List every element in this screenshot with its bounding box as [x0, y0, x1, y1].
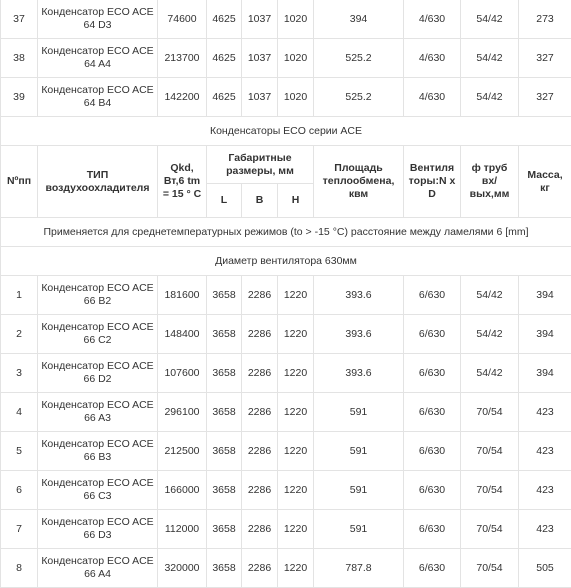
cell-num: 3 — [1, 354, 38, 393]
cell-h: 1220 — [278, 549, 314, 588]
cell-type: Конденсатор ECO ACE 66 C3 — [38, 471, 158, 510]
cell-l: 4625 — [207, 0, 242, 39]
cell-h: 1220 — [278, 315, 314, 354]
header-l: L — [207, 184, 242, 218]
cell-num: 7 — [1, 510, 38, 549]
cell-type: Конденсатор ECO ACE 66 B2 — [38, 276, 158, 315]
cell-b: 2286 — [242, 471, 278, 510]
cell-l: 4625 — [207, 39, 242, 78]
cell-h: 1020 — [278, 78, 314, 117]
table-bottom-rows — [1, 276, 571, 588]
cell-fans: 6/630 — [404, 471, 461, 510]
header-dims: Габаритные размеры, мм — [207, 146, 314, 184]
cell-pipes: 54/42 — [461, 276, 519, 315]
cell-pipes: 70/54 — [461, 510, 519, 549]
cell-num: 5 — [1, 432, 38, 471]
cell-area: 393.6 — [314, 354, 404, 393]
cell-mass: 423 — [519, 432, 571, 471]
usage-note-row — [1, 218, 571, 247]
cell-b: 2286 — [242, 354, 278, 393]
cell-h: 1220 — [278, 432, 314, 471]
cell-area: 591 — [314, 471, 404, 510]
table-row — [1, 0, 571, 39]
cell-fans: 6/630 — [404, 510, 461, 549]
cell-q: 74600 — [158, 0, 207, 39]
cell-l: 4625 — [207, 78, 242, 117]
cell-b: 2286 — [242, 315, 278, 354]
cell-q: 320000 — [158, 549, 207, 588]
cell-num: 37 — [1, 0, 38, 39]
cell-num: 39 — [1, 78, 38, 117]
cell-type: Конденсатор ECO ACE 66 D3 — [38, 510, 158, 549]
cell-fans: 6/630 — [404, 549, 461, 588]
cell-pipes: 70/54 — [461, 432, 519, 471]
cell-mass: 423 — [519, 510, 571, 549]
cell-b: 1037 — [242, 0, 278, 39]
header-type: ТИП воздухоохладителя — [38, 146, 158, 218]
cell-q: 296100 — [158, 393, 207, 432]
cell-l: 3658 — [207, 471, 242, 510]
cell-type: Конденсатор ECO ACE 66 A4 — [38, 549, 158, 588]
cell-q: 142200 — [158, 78, 207, 117]
cell-fans: 4/630 — [404, 0, 461, 39]
cell-type: Конденсатор ECO ACE 64 A4 — [38, 39, 158, 78]
cell-mass: 327 — [519, 39, 571, 78]
usage-note: Применяется для среднетемпературных режимов (to > -15 °C) расстояние между ламелями 6 [mm] — [1, 218, 571, 247]
table-row — [1, 354, 571, 393]
cell-q: 107600 — [158, 354, 207, 393]
cell-fans: 4/630 — [404, 78, 461, 117]
header-pipes: ф труб вх/ вых,мм — [461, 146, 519, 218]
cell-mass: 394 — [519, 276, 571, 315]
table-row — [1, 78, 571, 117]
cell-pipes: 70/54 — [461, 393, 519, 432]
cell-area: 525.2 — [314, 39, 404, 78]
header-area: Площадь теплообмена, квм — [314, 146, 404, 218]
cell-num: 6 — [1, 471, 38, 510]
cell-pipes: 54/42 — [461, 78, 519, 117]
cell-fans: 6/630 — [404, 315, 461, 354]
cell-b: 2286 — [242, 549, 278, 588]
cell-q: 212500 — [158, 432, 207, 471]
cell-l: 3658 — [207, 354, 242, 393]
cell-q: 166000 — [158, 471, 207, 510]
table-row — [1, 39, 571, 78]
cell-area: 393.6 — [314, 276, 404, 315]
header-fans: Вентиля торы:N x D — [404, 146, 461, 218]
cell-h: 1020 — [278, 39, 314, 78]
table-row — [1, 315, 571, 354]
cell-pipes: 54/42 — [461, 39, 519, 78]
cell-h: 1220 — [278, 354, 314, 393]
cell-mass: 327 — [519, 78, 571, 117]
table-top-rows — [1, 0, 571, 117]
cell-area: 394 — [314, 0, 404, 39]
fan-note-row — [1, 247, 571, 276]
header-mass: Масса, кг — [519, 146, 571, 218]
cell-mass: 423 — [519, 393, 571, 432]
cell-pipes: 54/42 — [461, 315, 519, 354]
cell-area: 591 — [314, 510, 404, 549]
cell-area: 525.2 — [314, 78, 404, 117]
cell-type: Конденсатор ECO ACE 66 D2 — [38, 354, 158, 393]
table-row — [1, 432, 571, 471]
cell-b: 2286 — [242, 393, 278, 432]
table-row — [1, 471, 571, 510]
cell-b: 1037 — [242, 78, 278, 117]
header-num: Nºпп — [1, 146, 38, 218]
cell-mass: 273 — [519, 0, 571, 39]
cell-h: 1220 — [278, 510, 314, 549]
cell-area: 591 — [314, 393, 404, 432]
cell-l: 3658 — [207, 276, 242, 315]
cell-l: 3658 — [207, 549, 242, 588]
cell-mass: 423 — [519, 471, 571, 510]
cell-b: 1037 — [242, 39, 278, 78]
header-row-main — [1, 146, 571, 184]
header-q: Qkd, Вт,6 tm = 15 ° C — [158, 146, 207, 218]
table-row — [1, 393, 571, 432]
cell-type: Конденсатор ECO ACE 66 A3 — [38, 393, 158, 432]
cell-b: 2286 — [242, 432, 278, 471]
cell-mass: 505 — [519, 549, 571, 588]
cell-l: 3658 — [207, 315, 242, 354]
cell-h: 1220 — [278, 393, 314, 432]
cell-mass: 394 — [519, 354, 571, 393]
section-title: Конденсаторы ECO серии ACE — [1, 117, 571, 146]
cell-type: Конденсатор ECO ACE 64 B4 — [38, 78, 158, 117]
table-row — [1, 276, 571, 315]
cell-h: 1020 — [278, 0, 314, 39]
cell-q: 148400 — [158, 315, 207, 354]
cell-num: 2 — [1, 315, 38, 354]
cell-pipes: 70/54 — [461, 471, 519, 510]
cell-pipes: 54/42 — [461, 0, 519, 39]
header-b: B — [242, 184, 278, 218]
table-header — [1, 117, 571, 276]
cell-num: 4 — [1, 393, 38, 432]
cell-pipes: 70/54 — [461, 549, 519, 588]
cell-q: 213700 — [158, 39, 207, 78]
cell-area: 591 — [314, 432, 404, 471]
cell-mass: 394 — [519, 315, 571, 354]
table-row — [1, 549, 571, 588]
cell-h: 1220 — [278, 276, 314, 315]
header-h: H — [278, 184, 314, 218]
cell-fans: 6/630 — [404, 393, 461, 432]
cell-b: 2286 — [242, 276, 278, 315]
cell-fans: 4/630 — [404, 39, 461, 78]
cell-type: Конденсатор ECO ACE 64 D3 — [38, 0, 158, 39]
cell-type: Конденсатор ECO ACE 66 C2 — [38, 315, 158, 354]
cell-type: Конденсатор ECO ACE 66 B3 — [38, 432, 158, 471]
cell-fans: 6/630 — [404, 276, 461, 315]
cell-b: 2286 — [242, 510, 278, 549]
cell-area: 393.6 — [314, 315, 404, 354]
cell-l: 3658 — [207, 510, 242, 549]
cell-q: 181600 — [158, 276, 207, 315]
cell-l: 3658 — [207, 432, 242, 471]
cell-num: 38 — [1, 39, 38, 78]
table-row — [1, 510, 571, 549]
cell-fans: 6/630 — [404, 432, 461, 471]
cell-area: 787.8 — [314, 549, 404, 588]
cell-pipes: 54/42 — [461, 354, 519, 393]
cell-num: 1 — [1, 276, 38, 315]
cell-h: 1220 — [278, 471, 314, 510]
cell-l: 3658 — [207, 393, 242, 432]
section-title-row — [1, 117, 571, 146]
fan-diameter-note: Диаметр вентилятора 630мм — [1, 247, 571, 276]
cell-q: 112000 — [158, 510, 207, 549]
cell-num: 8 — [1, 549, 38, 588]
cell-fans: 6/630 — [404, 354, 461, 393]
